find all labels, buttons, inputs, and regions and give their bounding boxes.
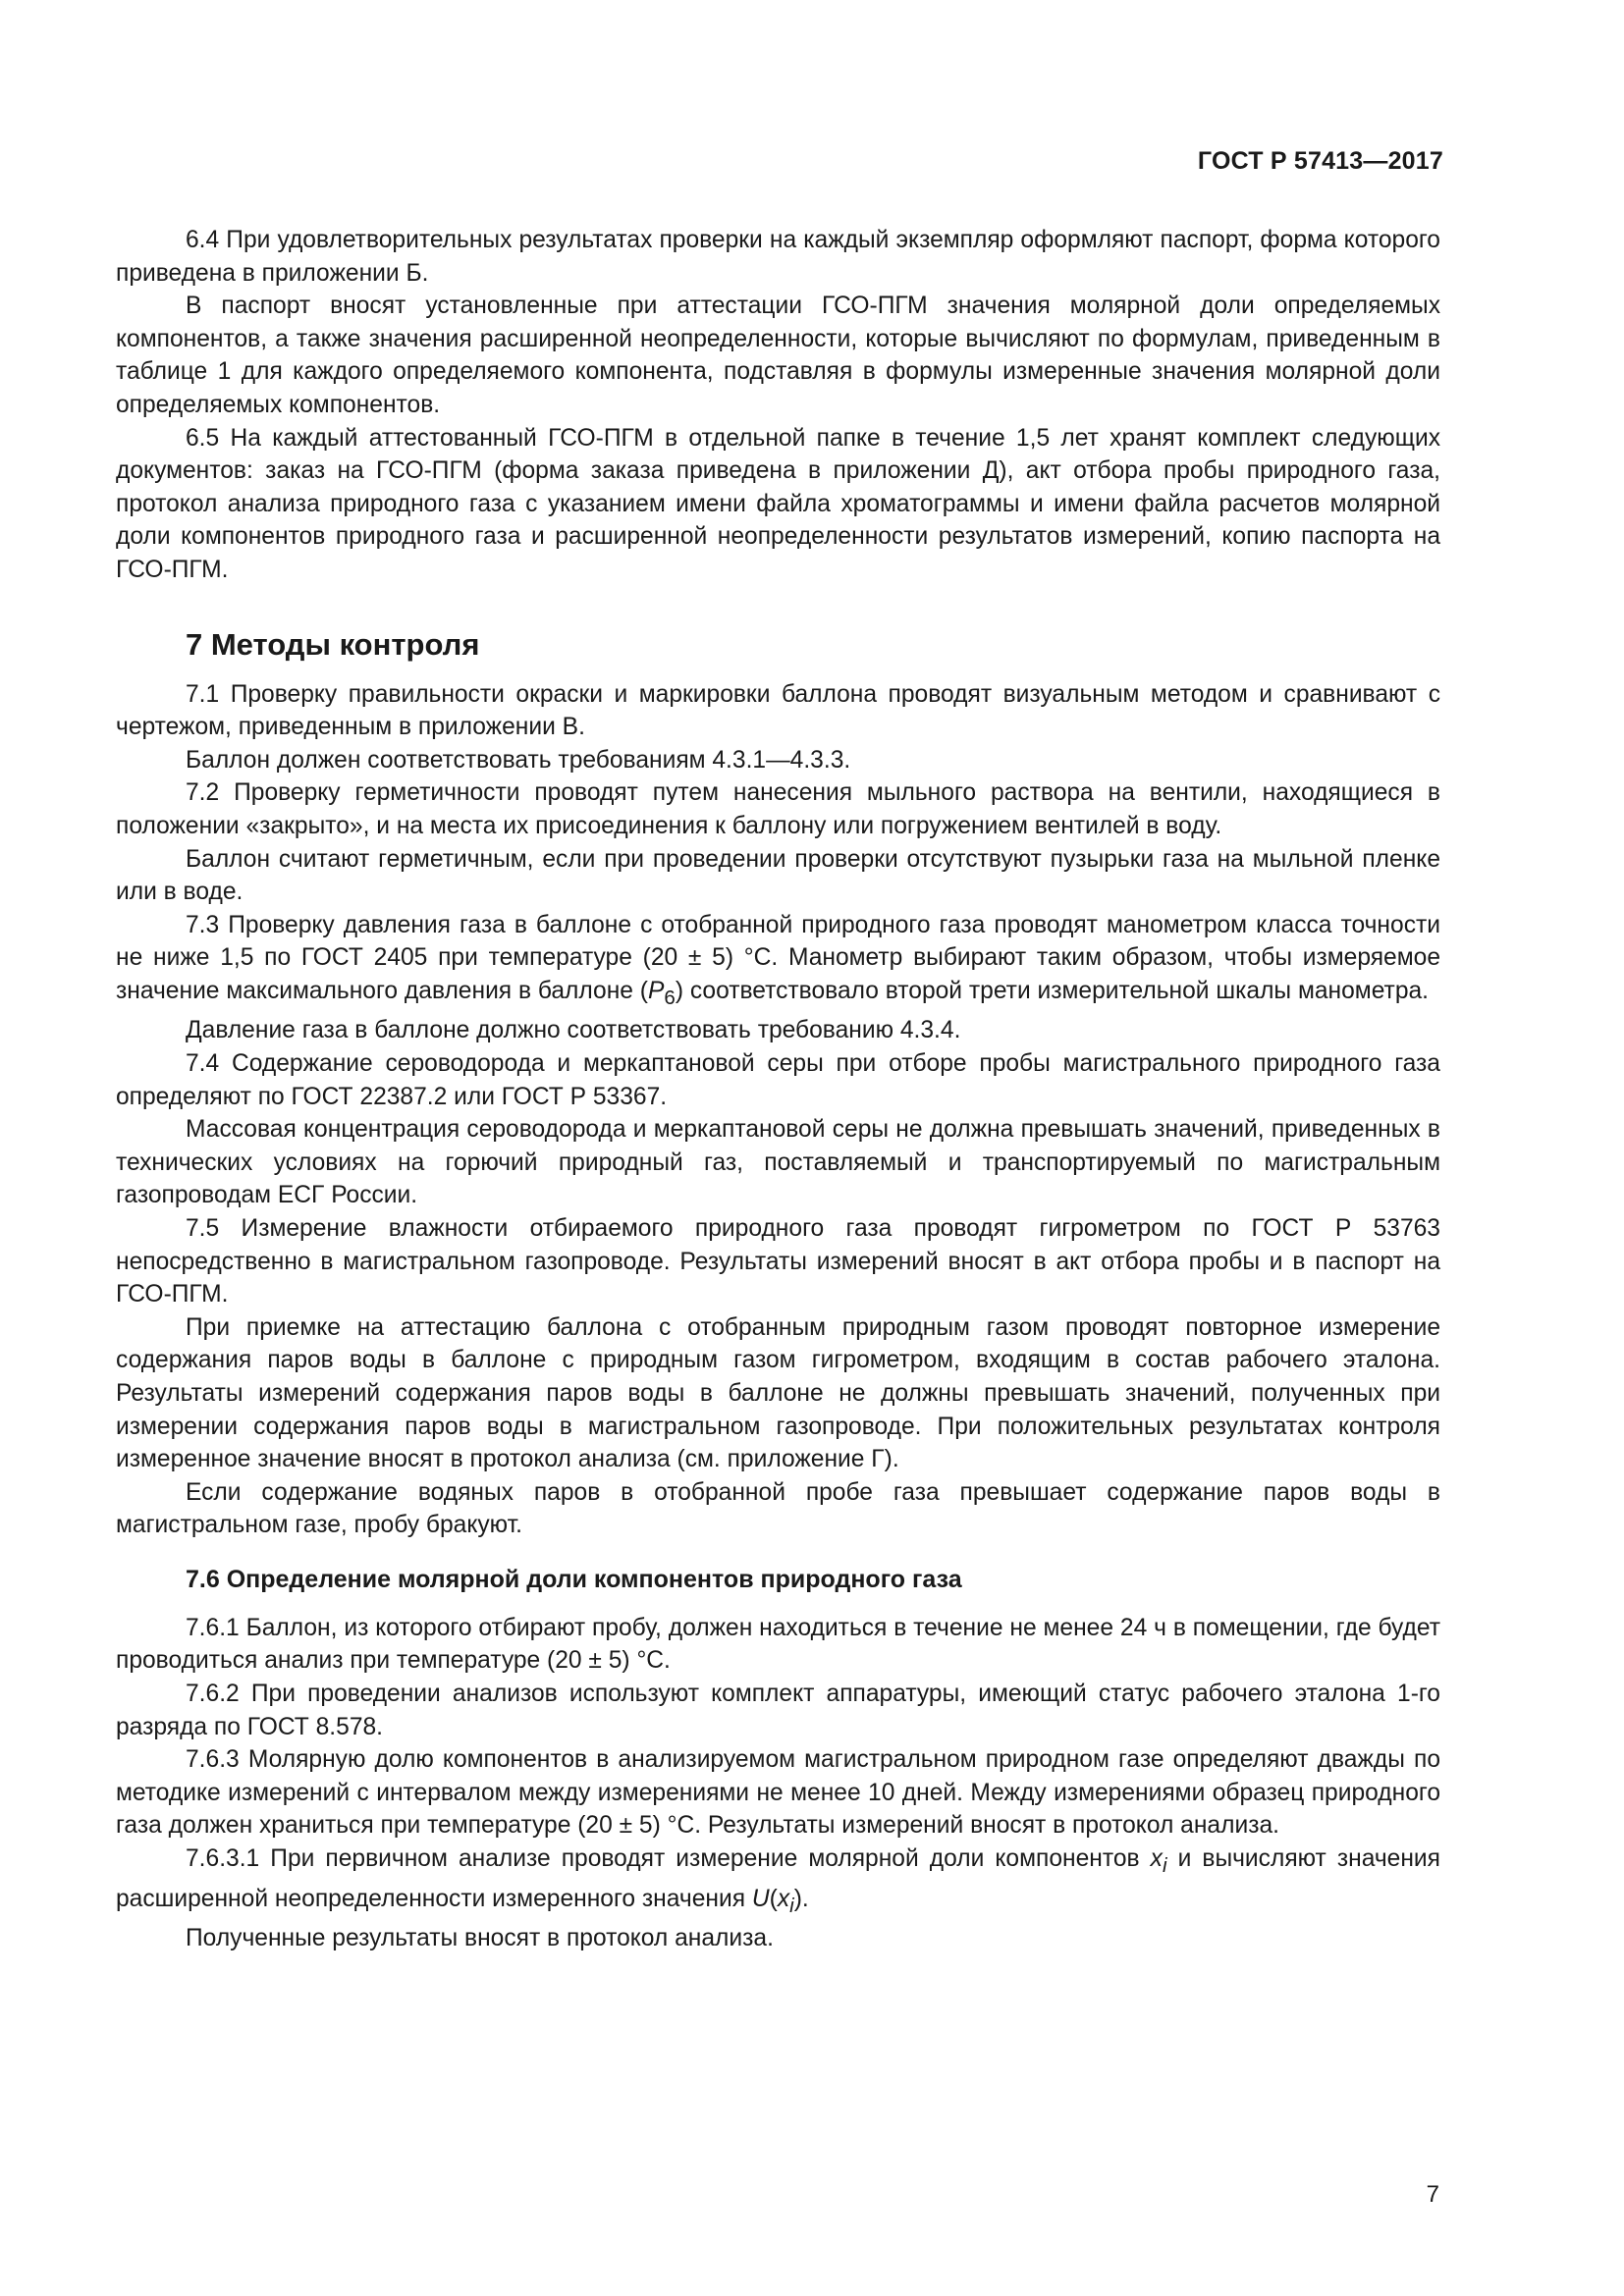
paragraph-7-1-requirements: Баллон должен соответствовать требованиям 4.3.1—4.3.3.: [186, 746, 851, 774]
paragraph-7-6-1: 7.6.1 Баллон, из которого отбирают пробу, должен находиться в течение не менее 24 ч в помещении, где будет проводиться анализ при температуре (20 ± 5) °С.: [116, 1614, 1440, 1675]
paragraph-7-5-rejection: Если содержание водяных паров в отобранной пробе газа превышает содержание паров воды в магистральном газе, пробу бракуют.: [116, 1478, 1440, 1539]
paragraph-7-3-pressure-requirement: Давление газа в баллоне должно соответствовать требованию 4.3.4.: [186, 1017, 961, 1044]
uncertainty-argument-variable: x: [777, 1885, 790, 1912]
paragraph-7-2: 7.2 Проверку герметичности проводят путем нанесения мыльного раствора на вентили, находящиеся в положении «закрыто», и на места их присоединения к баллону или погружением вентилей в воду.: [116, 779, 1440, 839]
document-standard-number: ГОСТ Р 57413—2017: [1197, 147, 1443, 175]
pressure-subscript: 6: [664, 986, 676, 1009]
paragraph-7-1: 7.1 Проверку правильности окраски и маркировки баллона проводят визуальным методом и сравнивают с чертежом, приведенным в приложении В.: [116, 680, 1440, 741]
paragraph-7-4: 7.4 Содержание сероводорода и меркаптановой серы при отборе пробы магистрального природного газа определяют по ГОСТ 22387.2 или ГОСТ Р 53367.: [116, 1049, 1440, 1110]
paragraph-7-4-concentration: Массовая концентрация сероводорода и меркаптановой серы не должна превышать значений, приведенных в технических условиях на горючий природный газ, поставляемый и транспортируемый по магистральным газопроводам ЕСГ России.: [116, 1116, 1440, 1209]
paragraph-6-4-passport: В паспорт вносят установленные при аттестации ГСО-ПГМ значения молярной доли определяемых компонентов, а также значения расширенной неопределенности, которые вычисляют по формулам, приведенным в таблице 1 для каждого определяемого компонента, подставляя в формулы измеренные значения молярной доли определяемых компонентов.: [116, 293, 1440, 418]
uncertainty-close-paren: ).: [793, 1885, 809, 1912]
paragraph-7-3-text-start: 7.3 Проверку давления газа в баллоне с отобранной природного газа проводят манометром класса точности не ниже 1,5 по ГОСТ 2405 при температуре (20 ± 5) °С. Манометр выбирают таким образом, чтобы измеряемое значение максимального давления в баллоне (: [116, 911, 1440, 1004]
uncertainty-variable: U: [751, 1885, 770, 1912]
pressure-variable: P: [648, 977, 665, 1004]
paragraph-6-5: 6.5 На каждый аттестованный ГСО-ПГМ в отдельной папке в течение 1,5 лет хранят комплект следующих документов: заказ на ГСО-ПГМ (форма заказа приведена в приложении Д), акт отбора пробы природного газа, протокол анализа природного газа с указанием имени файла хроматограммы и имени файла расчетов молярной доли компонентов природного газа и расширенной неопределенности результатов измерений, копию паспорта на ГСО-ПГМ.: [116, 424, 1440, 583]
paragraph-7-6-3-1-text-start: 7.6.3.1 При первичном анализе проводят измерение молярной доли компонентов: [186, 1845, 1151, 1873]
page-number: 7: [1426, 2181, 1439, 2208]
paragraph-7-3: [116, 909, 1440, 1015]
paragraph-7-6-2: 7.6.2 При проведении анализов используют комплект аппаратуры, имеющий статус рабочего эталона 1-го разряда по ГОСТ 8.578.: [116, 1681, 1440, 1740]
paragraph-7-5-repeat-measurement: При приемке на аттестацию баллона с отобранным природным газом проводят повторное измерение содержания паров воды в баллоне с природным газом гигрометром, входящим в состав рабочего эталона. Результаты измерений содержания паров воды в баллоне не должны превышать значений, полученных при измерении содержания паров воды в магистральном газопроводе. При положительных результатах контроля измеренное значение вносят в протокол анализа (см. приложение Г).: [116, 1313, 1440, 1473]
uncertainty-open-paren: (: [769, 1885, 778, 1912]
molar-fraction-subscript-index: i: [1162, 1853, 1167, 1877]
paragraph-7-6-3: 7.6.3 Молярную долю компонентов в анализируемом магистральном природном газе определяют дважды по методике измерений с интервалом между измерениями не менее 10 дней. Между измерениями образец природного газа должен храниться при температуре (20 ± 5) °С. Результаты измерений вносят в протокол анализа.: [116, 1746, 1440, 1840]
paragraph-7-2-tightness: Баллон считают герметичным, если при проведении проверки отсутствуют пузырьки газа на мыльной пленке или в воде.: [116, 845, 1440, 906]
paragraph-7-5: 7.5 Измерение влажности отбираемого природного газа проводят гигрометром по ГОСТ Р 53763 непосредственно в магистральном газопроводе. Результаты измерений вносят в акт отбора пробы и в паспорт на ГСО-ПГМ.: [116, 1214, 1440, 1308]
uncertainty-argument-subscript-index: i: [789, 1894, 794, 1917]
document-body: [116, 224, 1440, 1955]
molar-fraction-variable: x: [1150, 1845, 1163, 1873]
paragraph-7-3-text-end: ) соответствовало второй трети измерительной шкалы манометра.: [675, 977, 1430, 1004]
paragraph-6-4: 6.4 При удовлетворительных результатах проверки на каждый экземпляр оформляют паспорт, форма которого приведена в приложении Б.: [116, 227, 1440, 287]
paragraph-7-6-3-1-results: Полученные результаты вносят в протокол анализа.: [186, 1925, 774, 1952]
paragraph-7-6-3-1-text-middle: и вычисляют значения расширенной неопределенности измеренного значения: [116, 1845, 1440, 1912]
paragraph-7-6-3-1: [116, 1842, 1440, 1922]
section-heading-7: 7 Методы контроля: [186, 626, 480, 662]
subsection-heading-7-6: 7.6 Определение молярной доли компонентов природного газа: [186, 1565, 962, 1593]
